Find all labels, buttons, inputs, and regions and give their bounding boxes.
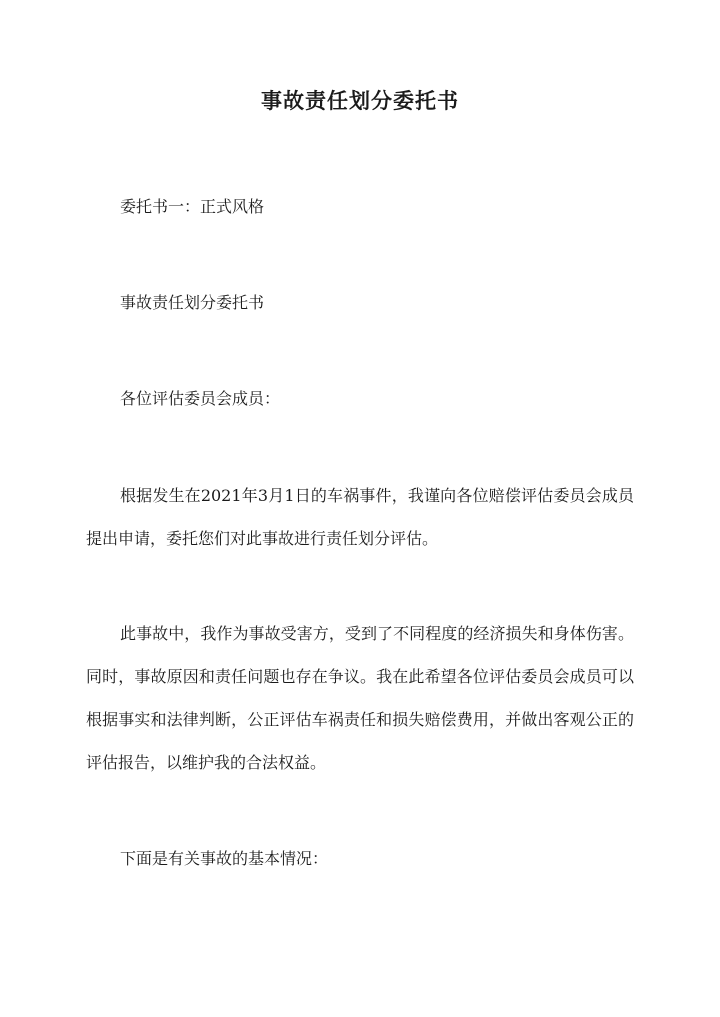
paragraph-basic-info: 下面是有关事故的基本情况： [120, 849, 329, 868]
paragraph-details: 此事故中，我作为事故受害方，受到了不同程度的经济损失和身体伤害。同时，事故原因和责任问题也存在争议。我在此希望各位评估委员会成员可以根据事实和法律判断，公正评估车祸责任和损失赔偿费用，并做出客观公正的评估报告，以维护我的合法权益。 [86, 624, 634, 772]
document-title: 事故责任划分委托书 [261, 88, 459, 113]
paragraph-letter-style: 委托书一：正式风格 [120, 197, 265, 216]
paragraph-heading: 事故责任划分委托书 [120, 293, 265, 312]
paragraph-salutation: 各位评估委员会成员： [120, 389, 281, 408]
paragraph-request: 根据发生在2021年3月1日的车祸事件，我谨向各位赔偿评估委员会成员提出申请，委托您们对此事故进行责任划分评估。 [86, 486, 634, 548]
